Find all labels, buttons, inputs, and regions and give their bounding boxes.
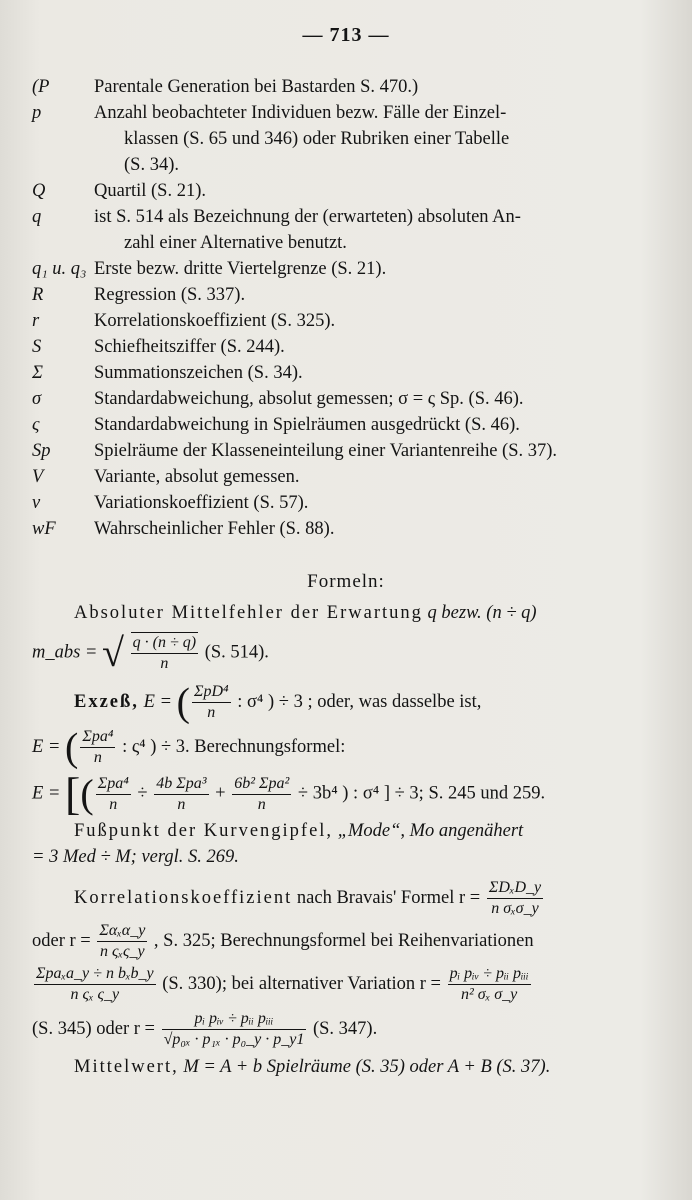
symbol-description: Spielräume der Klasseneinteilung einer Variantenreihe (S. 37). <box>94 441 558 461</box>
symbol-row <box>32 464 652 490</box>
symbol-list <box>32 74 652 542</box>
symbol-term: wF <box>32 519 56 539</box>
formula-section <box>32 600 648 1080</box>
symbol-description: (S. 34). <box>124 155 179 175</box>
exzess-formula: Exzeß, E = ( $\frac{\text{ΣpD⁴}}{n}$ : σ⁴ ) ÷ 3 ; oder, was dasselbe ist, <box>74 679 482 725</box>
symbol-description: Regression (S. 337). <box>94 285 246 305</box>
symbol-term: (P <box>32 77 50 97</box>
symbol-description: Quartil (S. 21). <box>94 181 207 201</box>
mode-formula: = 3 Med ÷ M; vergl. S. 269. <box>32 847 239 867</box>
symbol-row <box>32 438 652 464</box>
symbol-description: Summationszeichen (S. 34). <box>94 363 303 383</box>
symbol-term: σ <box>32 389 42 409</box>
symbol-description: Parentale Generation bei Bastarden S. 470.) <box>94 77 419 97</box>
symbol-term: q <box>32 207 42 227</box>
symbol-row <box>32 282 652 308</box>
symbol-term: R <box>32 285 44 305</box>
symbol-description: Korrelationskoeffizient (S. 325). <box>94 311 336 331</box>
symbol-description: Standardabweichung, absolut gemessen; σ = ς Sp. (S. 46). <box>94 389 524 409</box>
symbol-term: ς <box>32 415 40 435</box>
symbol-row <box>32 386 652 412</box>
symbol-description: Variante, absolut gemessen. <box>94 467 300 487</box>
korrelation-alt-formula: oder r = $\frac{\text{Σαₓα\_y}}{\text{n ςₓς\_y}}$ , S. 325; Berechnungsformel bei Reihenvariationen <box>32 922 534 960</box>
symbol-term: Q <box>32 181 46 201</box>
symbol-row <box>32 152 652 178</box>
m-abs-formula: m_abs = √ $\frac{q \cdot (n \div q)}{n}$ (S. 514). <box>32 630 269 675</box>
abs-mittelfehler-heading: Absoluter Mittelfehler der Erwartung q bezw. (n ÷ q) <box>74 603 537 623</box>
symbol-description: ist S. 514 als Bezeichnung der (erwarteten) absoluten An- zahl einer Alternative benutzt. <box>94 207 521 253</box>
reihenvariation-formula: $\frac{\text{Σpaₓa\_y ÷ n bₓb\_y}}{\text{n ςₓ ς\_y}}$ (S. 330); bei alternativer Variation r = $\frac{\text{pᵢ pᵢᵥ ÷ pᵢᵢ pᵢᵢᵢ}}{\text{n² σₓ σ\_y}}$ <box>36 965 529 1003</box>
mittelwert-formula: Mittelwert, M = A + b Spielräume (S. 35) oder A + B (S. 37). <box>74 1057 551 1077</box>
symbol-description: Schiefheitsziffer (S. 244). <box>94 337 285 357</box>
page-number: — 713 — <box>302 24 390 46</box>
symbol-term: V <box>32 467 44 487</box>
symbol-description: Erste bezw. dritte Viertelgrenze (S. 21). <box>94 259 387 279</box>
symbol-term: Σ <box>32 363 43 383</box>
symbol-term: Sp <box>32 441 51 461</box>
symbol-row <box>32 360 652 386</box>
symbol-term: r <box>32 311 40 331</box>
korrelation-formula: Korrelationskoeffizient nach Bravais' Formel r = $\frac{\text{ΣDₓD\_y}}{\text{n σₓσ\_y}}$ <box>74 879 542 917</box>
e-formula-3: E = [( $\frac{\text{Σpa⁴}}{n}$ ÷ $\frac{\text{4b Σpa³}}{n}$ + $\frac{\text{6b² Σpa²}}{n}$ ÷ 3b⁴ ) : σ⁴ ] ÷ 3; S. 245 und 259. <box>32 768 546 819</box>
symbol-row <box>32 308 652 334</box>
formeln-heading: Formeln: <box>307 571 385 592</box>
symbol-description: Variationskoeffizient (S. 57). <box>94 493 309 513</box>
symbol-row <box>32 256 652 282</box>
symbol-row <box>32 334 652 360</box>
symbol-row <box>32 516 652 542</box>
symbol-row <box>32 178 652 204</box>
mode-heading: Fußpunkt der Kurvengipfel, „Mode“, Mo angenähert <box>74 821 524 841</box>
symbol-term <box>32 152 94 178</box>
symbol-row <box>32 100 652 152</box>
symbol-term: v <box>32 493 41 513</box>
symbol-description: Wahrscheinlicher Fehler (S. 88). <box>94 519 335 539</box>
symbol-row <box>32 490 652 516</box>
square-root: √ $\frac{q \cdot (n \div q)}{n}$ <box>102 630 197 675</box>
symbol-term: S <box>32 337 42 357</box>
alternativ-formula: (S. 345) oder r = $\frac{\text{pᵢ pᵢᵥ ÷ pᵢᵢ pᵢᵢᵢ}}{\text{√p₀ₓ · p₁ₓ · p₀\_y · p\_y1}}$ (S. 347). <box>32 1010 378 1048</box>
symbol-term: q₁ u. q₃ <box>32 259 87 279</box>
symbol-description: Anzahl beobachteter Individuen bezw. Fälle der Einzel- klassen (S. 65 und 346) oder Rubriken einer Tabelle <box>94 103 510 149</box>
symbol-description: Standardabweichung in Spielräumen ausgedrückt (S. 46). <box>94 415 520 435</box>
symbol-row <box>32 412 652 438</box>
e-formula-2: E = ( $\frac{\text{Σpa⁴}}{n}$ : ς⁴ ) ÷ 3. Berechnungsformel: <box>32 724 346 770</box>
symbol-row <box>32 204 652 256</box>
symbol-term: p <box>32 103 42 123</box>
symbol-row <box>32 74 652 100</box>
